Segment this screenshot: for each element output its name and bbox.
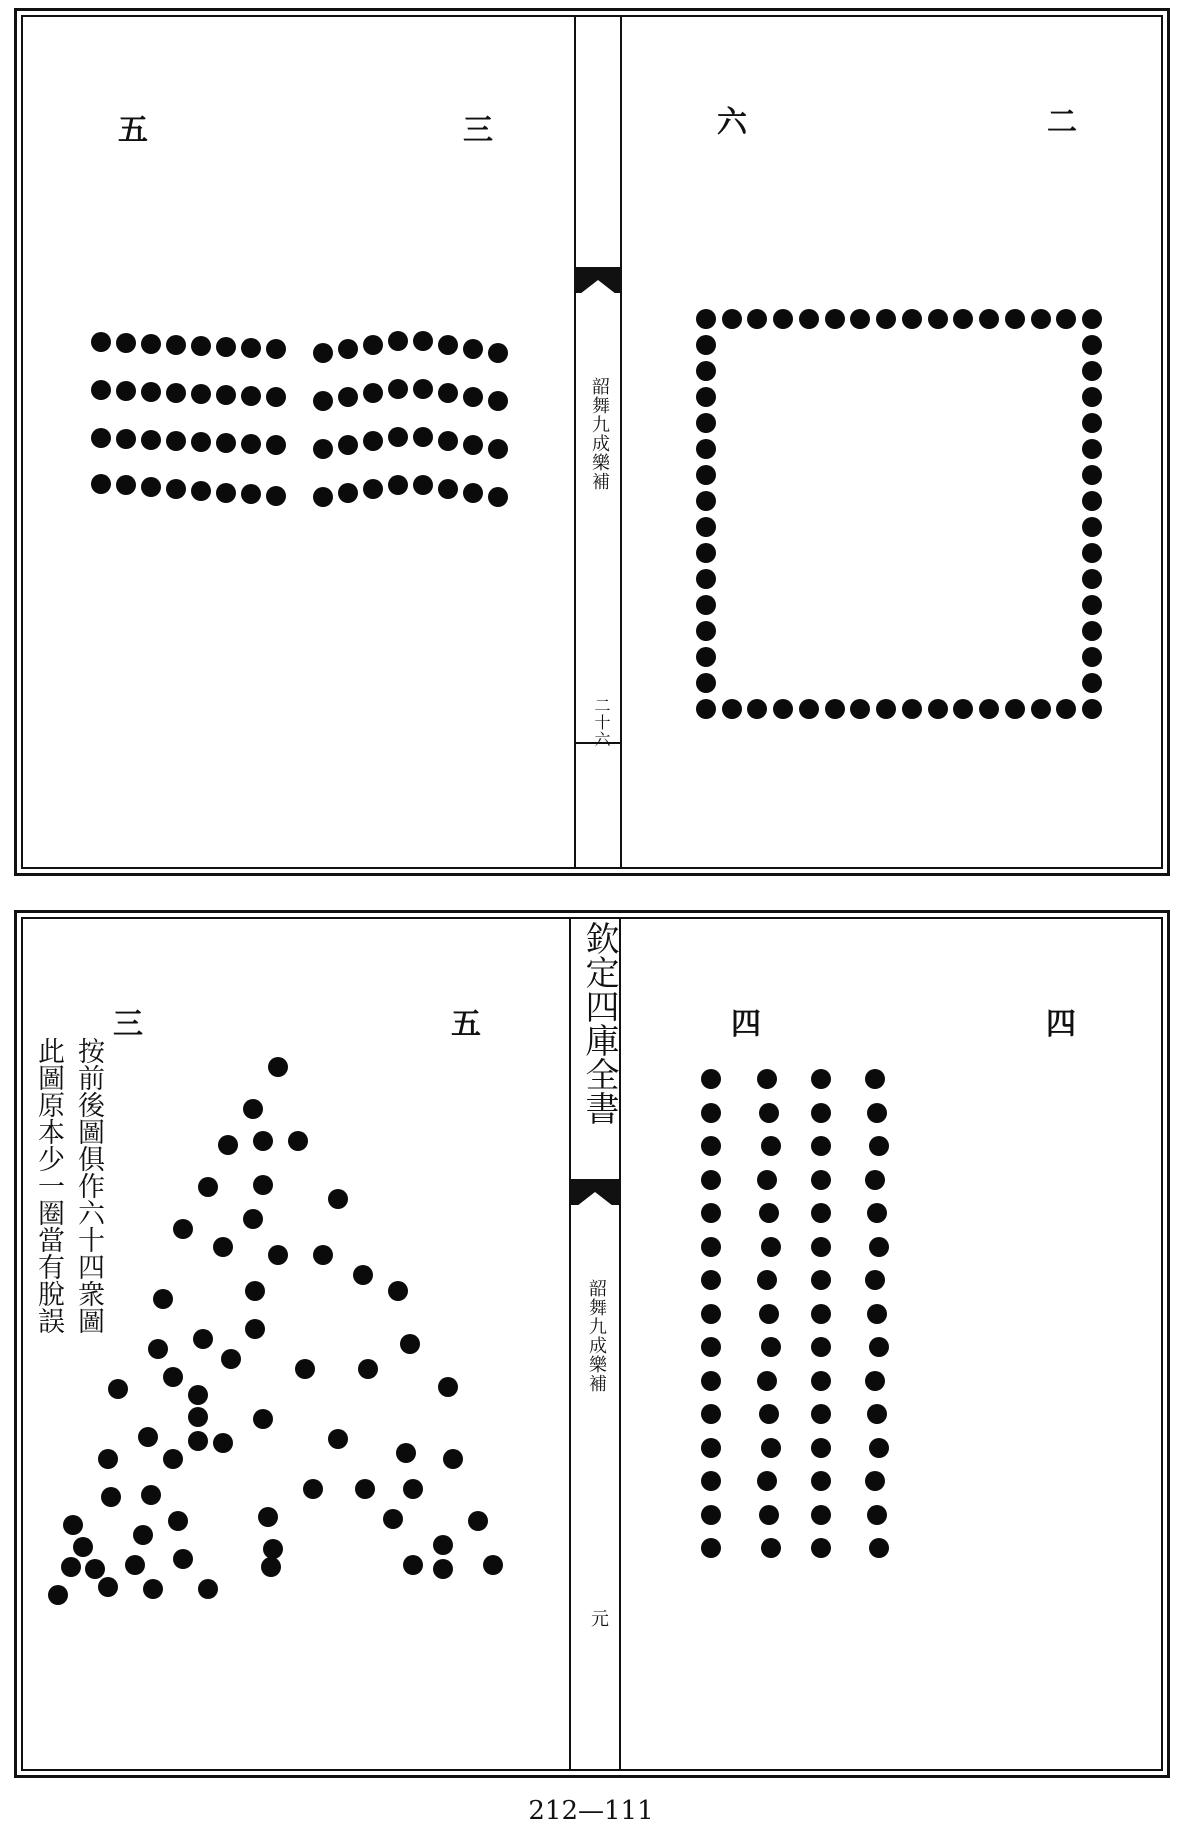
dot xyxy=(876,309,896,329)
dot xyxy=(1082,595,1102,615)
dot xyxy=(396,1443,416,1463)
bottom-right-numeral-left: 四 xyxy=(731,1007,761,1042)
dot xyxy=(188,1407,208,1427)
dot xyxy=(438,1377,458,1397)
dot xyxy=(168,1511,188,1531)
dot xyxy=(295,1359,315,1379)
dot xyxy=(1082,699,1102,719)
dot xyxy=(876,699,896,719)
dot xyxy=(383,1509,403,1529)
dot xyxy=(268,1057,288,1077)
dot xyxy=(722,699,742,719)
dot xyxy=(338,483,358,503)
dot xyxy=(313,343,333,363)
dot xyxy=(328,1189,348,1209)
spine-folio: 二十六 xyxy=(592,697,611,748)
bottom-right-numeral-right: 四 xyxy=(1046,1007,1076,1042)
dot xyxy=(413,379,433,399)
dot xyxy=(263,1539,283,1559)
dot xyxy=(867,1203,887,1223)
dot xyxy=(1082,309,1102,329)
dot xyxy=(701,1404,721,1424)
dot xyxy=(811,1270,831,1290)
dot xyxy=(701,1170,721,1190)
dot xyxy=(216,337,236,357)
dot xyxy=(258,1507,278,1527)
bottom-page-frame xyxy=(14,910,1170,1778)
dot xyxy=(865,1170,885,1190)
bottom-spine xyxy=(569,919,621,1769)
dot xyxy=(216,385,236,405)
dot xyxy=(696,673,716,693)
dot xyxy=(811,1170,831,1190)
dot xyxy=(759,1203,779,1223)
dot xyxy=(400,1334,420,1354)
dot xyxy=(1082,491,1102,511)
dot xyxy=(757,1471,777,1491)
top-right-numeral-left: 六 xyxy=(717,105,747,140)
dot xyxy=(91,474,111,494)
dot xyxy=(163,1449,183,1469)
dot xyxy=(902,699,922,719)
dot xyxy=(811,1237,831,1257)
dot xyxy=(243,1209,263,1229)
dot xyxy=(696,595,716,615)
dot xyxy=(116,475,136,495)
dot xyxy=(811,1069,831,1089)
spine-title: 韶舞九成樂補 xyxy=(586,1279,607,1393)
top-spine xyxy=(574,17,622,867)
dot xyxy=(701,1371,721,1391)
dot xyxy=(696,335,716,355)
dot xyxy=(757,1371,777,1391)
dot xyxy=(63,1515,83,1535)
dot xyxy=(198,1579,218,1599)
top-right-panel xyxy=(622,17,1162,867)
top-left-numeral-left: 五 xyxy=(118,113,148,148)
dot xyxy=(141,430,161,450)
top-left-numeral-right: 三 xyxy=(463,113,493,148)
dot xyxy=(865,1069,885,1089)
dot xyxy=(433,1559,453,1579)
dot xyxy=(811,1438,831,1458)
dot xyxy=(1082,621,1102,641)
dot xyxy=(221,1349,241,1369)
dot xyxy=(116,333,136,353)
dot xyxy=(811,1304,831,1324)
dot xyxy=(213,1433,233,1453)
dot xyxy=(266,435,286,455)
dot xyxy=(696,465,716,485)
dot xyxy=(850,309,870,329)
dot xyxy=(338,339,358,359)
dot xyxy=(759,1505,779,1525)
bottom-left-panel xyxy=(23,919,563,1769)
dot xyxy=(141,382,161,402)
dot xyxy=(338,435,358,455)
dot xyxy=(773,309,793,329)
dot xyxy=(811,1203,831,1223)
dot xyxy=(811,1404,831,1424)
dot xyxy=(193,1329,213,1349)
dot xyxy=(761,1136,781,1156)
dot xyxy=(1082,387,1102,407)
dot xyxy=(191,432,211,452)
spine-title: 韶舞九成樂補 xyxy=(589,377,610,491)
dot xyxy=(761,1237,781,1257)
dot xyxy=(85,1559,105,1579)
dot xyxy=(869,1237,889,1257)
dot xyxy=(173,1219,193,1239)
dot xyxy=(696,543,716,563)
fishtail-mark xyxy=(571,1179,619,1205)
annotation-note-col1: 按前後圖俱作六十四衆圖 xyxy=(73,1037,104,1334)
dot xyxy=(241,434,261,454)
dot xyxy=(979,309,999,329)
dot xyxy=(747,699,767,719)
dot xyxy=(773,699,793,719)
dot xyxy=(825,699,845,719)
dot xyxy=(243,1099,263,1119)
dot xyxy=(696,309,716,329)
dot xyxy=(61,1557,81,1577)
dot xyxy=(463,339,483,359)
dot xyxy=(701,1270,721,1290)
dot xyxy=(701,1471,721,1491)
dot xyxy=(869,1438,889,1458)
dot xyxy=(98,1449,118,1469)
dot xyxy=(143,1579,163,1599)
dot xyxy=(865,1471,885,1491)
dot xyxy=(188,1431,208,1451)
dot xyxy=(413,427,433,447)
dot xyxy=(216,483,236,503)
dot xyxy=(173,1549,193,1569)
dot xyxy=(268,1245,288,1265)
dot xyxy=(141,1485,161,1505)
dot xyxy=(696,621,716,641)
dot xyxy=(163,1367,183,1387)
dot xyxy=(403,1555,423,1575)
dot xyxy=(701,1505,721,1525)
dot xyxy=(98,1577,118,1597)
dot xyxy=(125,1555,145,1575)
dot xyxy=(313,439,333,459)
dot xyxy=(388,379,408,399)
top-page-frame xyxy=(14,8,1170,876)
dot xyxy=(403,1479,423,1499)
dot xyxy=(953,699,973,719)
dot xyxy=(488,391,508,411)
dot xyxy=(1082,517,1102,537)
dot xyxy=(811,1471,831,1491)
dot xyxy=(191,336,211,356)
dot xyxy=(483,1555,503,1575)
dot xyxy=(166,431,186,451)
dot xyxy=(867,1404,887,1424)
dot xyxy=(313,487,333,507)
dot xyxy=(213,1237,233,1257)
bottom-right-panel xyxy=(621,919,1161,1769)
dot xyxy=(799,309,819,329)
bottom-left-numeral-left: 三 xyxy=(113,1007,143,1042)
dot xyxy=(1082,673,1102,693)
dot xyxy=(1082,439,1102,459)
dot xyxy=(696,413,716,433)
dot xyxy=(811,1371,831,1391)
dot xyxy=(1056,309,1076,329)
dot xyxy=(313,1245,333,1265)
dot xyxy=(413,475,433,495)
dot xyxy=(413,331,433,351)
spine-rule xyxy=(576,742,620,744)
dot xyxy=(216,433,236,453)
dot xyxy=(701,1136,721,1156)
dot xyxy=(241,386,261,406)
dot xyxy=(266,387,286,407)
dot xyxy=(468,1511,488,1531)
dot xyxy=(761,1438,781,1458)
dot xyxy=(761,1538,781,1558)
dot xyxy=(438,479,458,499)
dot xyxy=(218,1135,238,1155)
dot xyxy=(363,479,383,499)
dot xyxy=(488,343,508,363)
dot xyxy=(253,1131,273,1151)
dot xyxy=(198,1177,218,1197)
dot xyxy=(701,1069,721,1089)
dot xyxy=(867,1103,887,1123)
dot xyxy=(1005,699,1025,719)
dot xyxy=(799,699,819,719)
dot xyxy=(759,1404,779,1424)
dot xyxy=(1082,543,1102,563)
dot xyxy=(433,1535,453,1555)
dot xyxy=(701,1203,721,1223)
dot xyxy=(108,1379,128,1399)
dot xyxy=(328,1429,348,1449)
top-right-numeral-right: 二 xyxy=(1047,105,1077,140)
page-number-caption: 212—111 xyxy=(528,1796,654,1826)
dot xyxy=(463,435,483,455)
dot xyxy=(73,1537,93,1557)
dot xyxy=(141,334,161,354)
dot xyxy=(443,1449,463,1469)
dot xyxy=(1031,309,1051,329)
dot xyxy=(91,332,111,352)
top-left-panel xyxy=(23,17,568,867)
dot xyxy=(241,484,261,504)
dot xyxy=(166,479,186,499)
dot xyxy=(363,383,383,403)
dot xyxy=(811,1505,831,1525)
dot xyxy=(701,1538,721,1558)
dot xyxy=(757,1170,777,1190)
dot xyxy=(696,439,716,459)
dot xyxy=(141,477,161,497)
dot xyxy=(153,1289,173,1309)
dot xyxy=(902,309,922,329)
dot xyxy=(759,1304,779,1324)
dot xyxy=(388,427,408,447)
dot xyxy=(867,1304,887,1324)
dot xyxy=(133,1525,153,1545)
dot xyxy=(1005,309,1025,329)
dot xyxy=(928,699,948,719)
dot xyxy=(865,1371,885,1391)
dot xyxy=(701,1438,721,1458)
annotation-note-col2: 此圖原本少一圈當有脫誤 xyxy=(33,1037,64,1334)
dot xyxy=(261,1557,281,1577)
dot xyxy=(438,335,458,355)
dot xyxy=(761,1337,781,1357)
dot xyxy=(865,1270,885,1290)
dot xyxy=(696,361,716,381)
dot xyxy=(166,335,186,355)
dot xyxy=(48,1585,68,1605)
dot xyxy=(388,475,408,495)
dot xyxy=(869,1538,889,1558)
dot xyxy=(850,699,870,719)
dot xyxy=(722,309,742,329)
dot xyxy=(338,387,358,407)
dot xyxy=(241,338,261,358)
dot xyxy=(388,1281,408,1301)
dot xyxy=(303,1479,323,1499)
dot xyxy=(313,391,333,411)
dot xyxy=(1056,699,1076,719)
dot xyxy=(979,699,999,719)
dot xyxy=(696,569,716,589)
bottom-left-numeral-right: 五 xyxy=(451,1007,481,1042)
dot xyxy=(288,1131,308,1151)
dot xyxy=(116,429,136,449)
dot xyxy=(696,517,716,537)
dot xyxy=(463,483,483,503)
dot xyxy=(696,699,716,719)
dot xyxy=(266,339,286,359)
fishtail-mark xyxy=(576,267,620,293)
dot xyxy=(701,1237,721,1257)
dot xyxy=(811,1136,831,1156)
dot xyxy=(701,1103,721,1123)
dot xyxy=(869,1337,889,1357)
dot xyxy=(1082,465,1102,485)
dot xyxy=(869,1136,889,1156)
dot xyxy=(1082,647,1102,667)
dot xyxy=(811,1337,831,1357)
dot xyxy=(148,1339,168,1359)
dot xyxy=(953,309,973,329)
dot xyxy=(91,428,111,448)
dot xyxy=(825,309,845,329)
dot xyxy=(1031,699,1051,719)
dot xyxy=(358,1359,378,1379)
dot xyxy=(91,380,111,400)
dot xyxy=(701,1304,721,1324)
dot xyxy=(101,1487,121,1507)
dot xyxy=(363,431,383,451)
dot xyxy=(463,387,483,407)
dot xyxy=(867,1505,887,1525)
dot xyxy=(747,309,767,329)
spine-header: 欽定四庫全書 xyxy=(579,921,619,1125)
dot xyxy=(253,1409,273,1429)
dot xyxy=(363,335,383,355)
dot xyxy=(701,1337,721,1357)
dot xyxy=(696,491,716,511)
dot xyxy=(1082,335,1102,355)
spine-folio: 元 xyxy=(588,1609,609,1628)
dot xyxy=(811,1103,831,1123)
dot xyxy=(116,381,136,401)
dot xyxy=(438,383,458,403)
dot xyxy=(191,481,211,501)
dot xyxy=(191,384,211,404)
dot xyxy=(488,439,508,459)
dot xyxy=(188,1385,208,1405)
dot xyxy=(166,383,186,403)
dot xyxy=(438,431,458,451)
dot xyxy=(266,486,286,506)
dot xyxy=(928,309,948,329)
dot xyxy=(388,331,408,351)
dot xyxy=(696,387,716,407)
dot xyxy=(1082,413,1102,433)
dot xyxy=(245,1281,265,1301)
dot xyxy=(759,1103,779,1123)
dot xyxy=(355,1479,375,1499)
dot xyxy=(253,1175,273,1195)
dot xyxy=(1082,361,1102,381)
dot xyxy=(696,647,716,667)
dot xyxy=(1082,569,1102,589)
dot xyxy=(245,1319,265,1339)
dot xyxy=(757,1069,777,1089)
dot xyxy=(757,1270,777,1290)
dot xyxy=(488,487,508,507)
dot xyxy=(811,1538,831,1558)
dot xyxy=(353,1265,373,1285)
dot xyxy=(138,1427,158,1447)
